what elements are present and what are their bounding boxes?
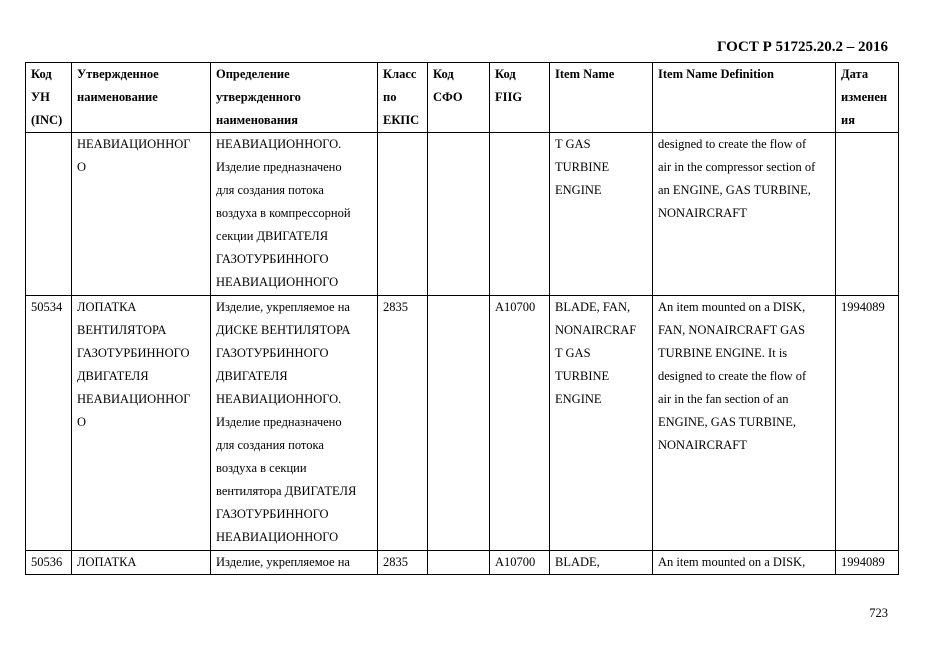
- cell-class: [378, 133, 428, 296]
- cell-line: An item mounted on a DISK,: [658, 555, 806, 569]
- cell-line: ENGINE: [555, 183, 602, 197]
- cell-line: для создания потока: [216, 183, 324, 197]
- cell-line: ENGINE, GAS TURBINE,: [658, 415, 796, 429]
- column-header-col-fiig: [490, 63, 550, 133]
- cell-inc: 50534: [26, 296, 72, 551]
- column-header-col-inc: [26, 63, 72, 133]
- cell-line: ГАЗОТУРБИННОГО: [216, 252, 329, 266]
- cell-line: designed to create the flow of: [658, 137, 807, 151]
- cell-line: НЕАВИАЦИОННОГО.: [216, 392, 342, 406]
- cell-fiig: [490, 133, 550, 296]
- cell-line: ГАЗОТУРБИННОГО: [216, 346, 329, 360]
- cell-line: ВЕНТИЛЯТОРА: [77, 323, 167, 337]
- header-line: FIIG: [495, 90, 523, 104]
- cell-inc: [26, 133, 72, 296]
- header-line: Утвержденное: [77, 67, 159, 81]
- cell-line: TURBINE: [555, 160, 610, 174]
- cell-line: FAN, NONAIRCRAFT GAS: [658, 323, 806, 337]
- cell-line: НЕАВИАЦИОННОГО: [216, 275, 339, 289]
- cell-line: ДВИГАТЕЛЯ: [216, 369, 288, 383]
- cell-line: Изделие, укрепляемое на: [216, 555, 350, 569]
- cell-date: [836, 133, 899, 296]
- column-header-col-definition: [211, 63, 378, 133]
- cell-line: TURBINE: [555, 369, 610, 383]
- table-row: [26, 296, 899, 551]
- cell-line: НЕАВИАЦИОННОГ: [77, 137, 191, 151]
- cell-approved-name: [72, 296, 211, 551]
- cell-line: an ENGINE, GAS TURBINE,: [658, 183, 811, 197]
- header-line: Определение: [216, 67, 290, 81]
- cell-line: О: [77, 160, 87, 174]
- cell-sfo: [428, 296, 490, 551]
- cell-line: ГАЗОТУРБИННОГО: [77, 346, 190, 360]
- column-header-col-sfo: [428, 63, 490, 133]
- cell-approved-name: [72, 133, 211, 296]
- cell-line: НЕАВИАЦИОННОГО.: [216, 137, 342, 151]
- cell-item-def: [653, 133, 836, 296]
- cell-line: воздуха в секции: [216, 461, 307, 475]
- header-line: утвержденного: [216, 90, 301, 104]
- cell-fiig: A10700: [490, 296, 550, 551]
- cell-line: воздуха в компрессорной: [216, 206, 351, 220]
- header-line: Код: [31, 67, 52, 81]
- cell-line: BLADE,: [555, 555, 600, 569]
- cell-line: ГАЗОТУРБИННОГО: [216, 507, 329, 521]
- cell-definition: [211, 296, 378, 551]
- cell-date: 1994089: [836, 296, 899, 551]
- cell-inc: 50536: [26, 551, 72, 575]
- cell-line: Изделие предназначено: [216, 160, 342, 174]
- cell-line: NONAIRCRAFT: [658, 438, 747, 452]
- cell-item-name: [550, 133, 653, 296]
- header-line: наименования: [216, 113, 299, 127]
- cell-definition: [211, 551, 378, 575]
- cell-line: BLADE, FAN,: [555, 300, 631, 314]
- cell-sfo: [428, 133, 490, 296]
- cell-line: T GAS: [555, 137, 591, 151]
- column-header-col-item-name: [550, 63, 653, 133]
- header-line: Item Name Definition: [658, 67, 774, 81]
- cell-line: NONAIRCRAF: [555, 323, 637, 337]
- header-line: по: [383, 90, 397, 104]
- column-header-col-date: [836, 63, 899, 133]
- cell-line: ENGINE: [555, 392, 602, 406]
- header-line: ЕКПС: [383, 113, 420, 127]
- cell-item-def: [653, 551, 836, 575]
- cell-line: Изделие, укрепляемое на: [216, 300, 350, 314]
- cell-item-name: [550, 296, 653, 551]
- cell-line: NONAIRCRAFT: [658, 206, 747, 220]
- page-number: 723: [869, 606, 888, 620]
- column-header-col-class: [378, 63, 428, 133]
- header-line: наименование: [77, 90, 158, 104]
- header-line: изменен: [841, 90, 888, 104]
- cell-approved-name: [72, 551, 211, 575]
- header-line: (INC): [31, 113, 63, 127]
- cell-line: ДВИГАТЕЛЯ: [77, 369, 149, 383]
- table-row: [26, 551, 899, 575]
- header-line: СФО: [433, 90, 463, 104]
- cell-line: для создания потока: [216, 438, 324, 452]
- cell-class: 2835: [378, 551, 428, 575]
- cell-line: An item mounted on a DISK,: [658, 300, 806, 314]
- cell-line: ДИСКЕ ВЕНТИЛЯТОРА: [216, 323, 351, 337]
- cell-line: НЕАВИАЦИОННОГО: [216, 530, 339, 544]
- header-line: ия: [841, 113, 855, 127]
- cell-date: 1994089: [836, 551, 899, 575]
- header-line: УН: [31, 90, 50, 104]
- table-row: [26, 133, 899, 296]
- column-header-col-approved-name: [72, 63, 211, 133]
- cell-line: НЕАВИАЦИОННОГ: [77, 392, 191, 406]
- cell-line: О: [77, 415, 87, 429]
- cell-class: 2835: [378, 296, 428, 551]
- cell-line: Изделие предназначено: [216, 415, 342, 429]
- column-header-col-item-def: [653, 63, 836, 133]
- cell-line: ЛОПАТКА: [77, 300, 137, 314]
- header-line: Класс: [383, 67, 417, 81]
- cell-definition: [211, 133, 378, 296]
- cell-line: секции ДВИГАТЕЛЯ: [216, 229, 329, 243]
- cell-line: air in the compressor section of: [658, 160, 816, 174]
- header-line: Код: [495, 67, 516, 81]
- header-line: Код: [433, 67, 454, 81]
- cell-line: вентилятора ДВИГАТЕЛЯ: [216, 484, 357, 498]
- header-line: Item Name: [555, 67, 615, 81]
- cell-item-def: [653, 296, 836, 551]
- cell-line: TURBINE ENGINE. It is: [658, 346, 788, 360]
- header-line: Дата: [841, 67, 869, 81]
- items-table: [25, 62, 899, 575]
- cell-sfo: [428, 551, 490, 575]
- cell-item-name: [550, 551, 653, 575]
- cell-line: air in the fan section of an: [658, 392, 789, 406]
- cell-line: designed to create the flow of: [658, 369, 807, 383]
- cell-fiig: A10700: [490, 551, 550, 575]
- cell-line: ЛОПАТКА: [77, 555, 137, 569]
- standard-designation: ГОСТ Р 51725.20.2 – 2016: [716, 39, 888, 55]
- table-header-row: [26, 63, 899, 133]
- cell-line: T GAS: [555, 346, 591, 360]
